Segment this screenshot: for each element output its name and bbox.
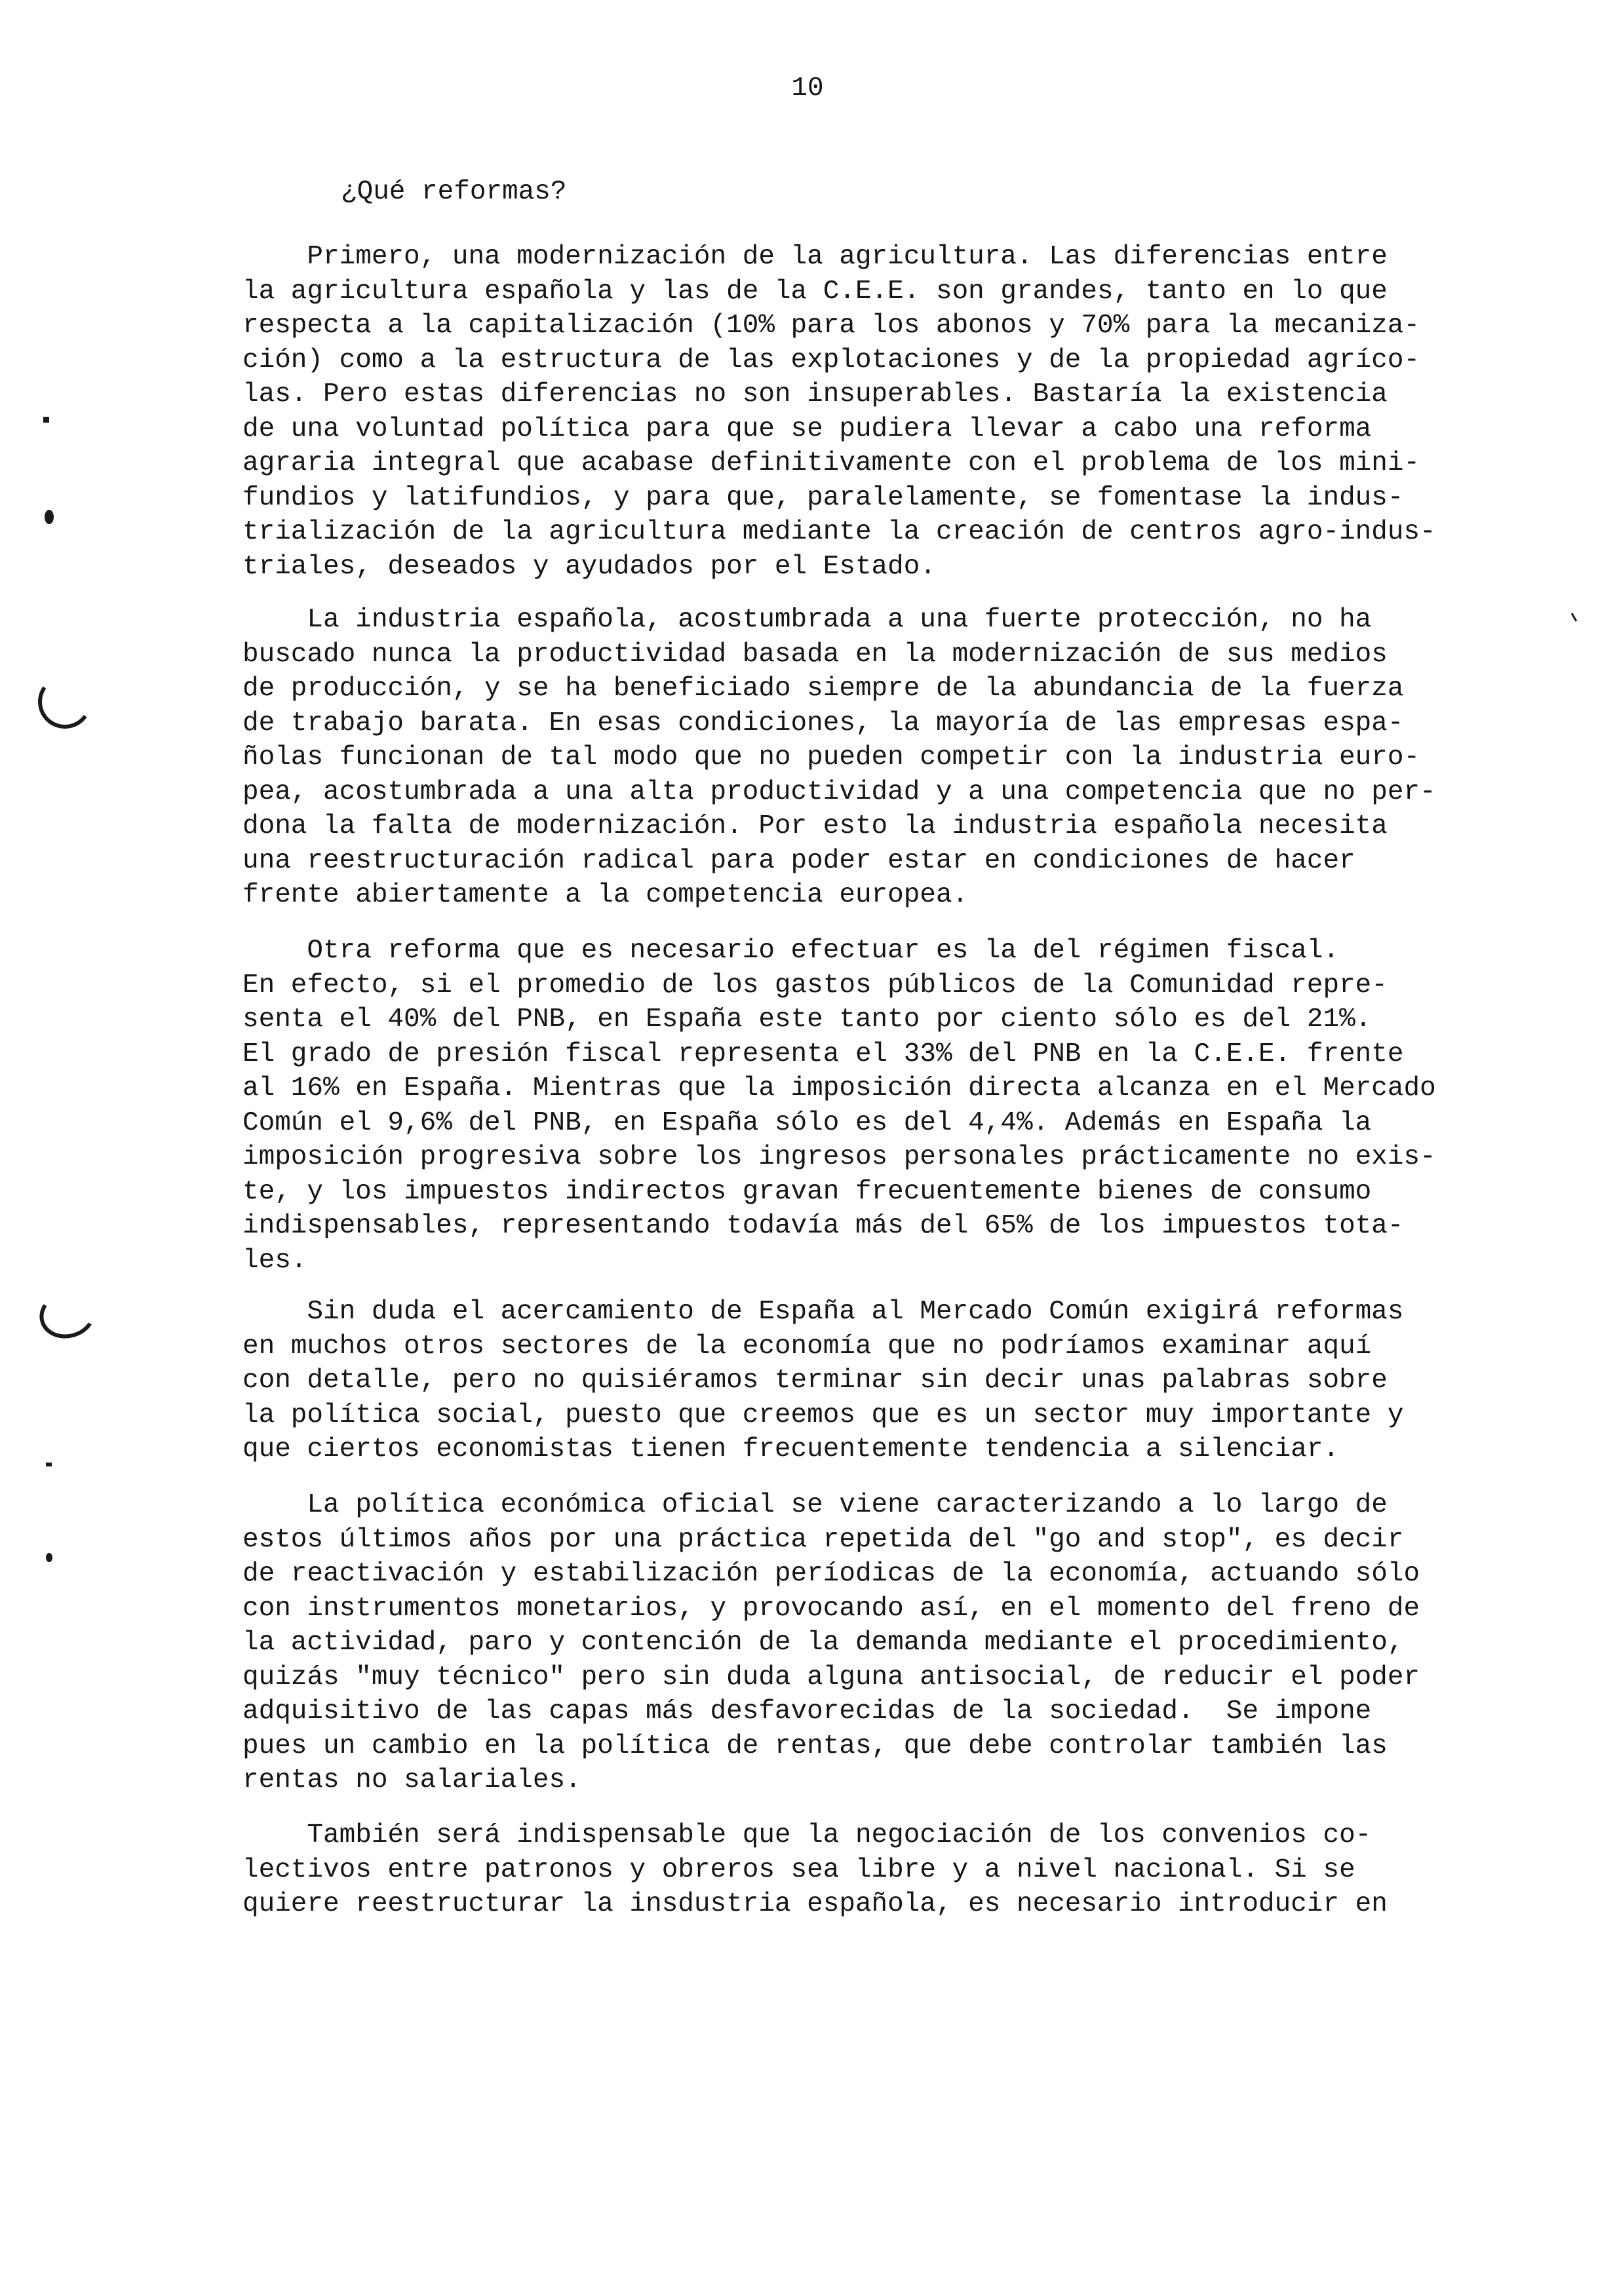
text-line: imposición progresiva sobre los ingresos personales prácticamente no exis- bbox=[243, 1142, 1436, 1172]
text-line: en muchos otros sectores de la economía que no podríamos examinar aquí bbox=[243, 1331, 1372, 1362]
text-line: les. bbox=[243, 1245, 307, 1276]
text-line: adquisitivo de las capas más desfavorecidas de la sociedad. Se impone bbox=[243, 1696, 1372, 1727]
text-line: La política económica oficial se viene caracterizando a lo largo de bbox=[243, 1490, 1388, 1520]
text-line: pues un cambio en la política de rentas, que debe controlar también las bbox=[243, 1731, 1388, 1761]
text-line: agraria integral que acabase definitivamente con el problema de los mini- bbox=[243, 448, 1420, 478]
text-line: trialización de la agricultura mediante la creación de centros agro-indus- bbox=[243, 517, 1436, 547]
text-line: la actividad, paro y contención de la demanda mediante el procedimiento, bbox=[243, 1628, 1404, 1658]
text-line: indispensables, representando todavía más del 65% de los impuestos tota- bbox=[243, 1211, 1404, 1241]
scan-mark bbox=[46, 1463, 52, 1466]
text-line: estos últimos años por una práctica repetida del "go and stop", es decir bbox=[243, 1524, 1404, 1555]
text-line: de trabajo barata. En esas condiciones, la mayoría de las empresas espa- bbox=[243, 708, 1404, 738]
text-line: triales, deseados y ayudados por el Estado. bbox=[243, 551, 936, 582]
text-line: senta el 40% del PNB, en España este tanto por ciento sólo es del 21%. bbox=[243, 1004, 1372, 1035]
text-line: te, y los impuestos indirectos gravan frecuentemente bienes de consumo bbox=[243, 1176, 1372, 1207]
text-line: una reestructuración radical para poder estar en condiciones de hacer bbox=[243, 845, 1355, 876]
text-line: Otra reforma que es necesario efectuar es la del régimen fiscal. bbox=[243, 936, 1340, 966]
text-line: de reactivación y estabilización períodicas de la economía, actuando sólo bbox=[243, 1559, 1420, 1589]
section-heading: ¿Qué reformas? bbox=[341, 177, 567, 207]
scan-mark bbox=[46, 1553, 52, 1562]
text-line: También será indispensable que la negociación de los convenios co- bbox=[243, 1820, 1372, 1850]
text-line: buscado nunca la productividad basada en la modernización de sus medios bbox=[243, 639, 1388, 670]
paragraph-collective-bargaining bbox=[243, 1818, 1388, 1922]
text-line: fundios y latifundios, y para que, paralelamente, se fomentase la indus- bbox=[243, 482, 1404, 513]
scan-mark bbox=[1571, 613, 1578, 622]
text-line: ñolas funcionan de tal modo que no pueden competir con la industria euro- bbox=[243, 742, 1420, 773]
text-line: Sin duda el acercamiento de España al Mercado Común exigirá reformas bbox=[243, 1297, 1404, 1327]
text-line: dona la falta de modernización. Por esto la industria española necesita bbox=[243, 811, 1388, 841]
text-line: rentas no salariales. bbox=[243, 1765, 581, 1795]
scan-mark bbox=[45, 510, 54, 524]
text-line: quizás "muy técnico" pero sin duda alguna antisocial, de reducir el poder bbox=[243, 1662, 1420, 1693]
text-line: la agricultura española y las de la C.E.E. son grandes, tanto en lo que bbox=[243, 276, 1388, 307]
paragraph-industry bbox=[243, 603, 1436, 913]
paragraph-social-policy bbox=[243, 1295, 1404, 1467]
text-line: respecta a la capitalización (10% para los abonos y 70% para la mecaniza- bbox=[243, 311, 1420, 341]
paragraph-fiscal bbox=[243, 934, 1436, 1278]
text-line: pea, acostumbrada a una alta productividad y a una competencia que no per- bbox=[243, 776, 1436, 807]
text-line: de producción, y se ha beneficiado siempre de la abundancia de la fuerza bbox=[243, 674, 1404, 704]
text-line: de una voluntad política para que se pudiera llevar a cabo una reforma bbox=[243, 413, 1372, 444]
text-line: El grado de presión fiscal representa el 33% del PNB en la C.E.E. frente bbox=[243, 1039, 1404, 1069]
paragraph-agriculture bbox=[243, 240, 1436, 584]
text-line: las. Pero estas diferencias no son insuperables. Bastaría la existencia bbox=[243, 379, 1388, 410]
text-line: lectivos entre patronos y obreros sea libre y a nivel nacional. Si se bbox=[243, 1854, 1355, 1885]
text-line: frente abiertamente a la competencia europea. bbox=[243, 880, 969, 910]
text-line: con instrumentos monetarios, y provocando así, en el momento del freno de bbox=[243, 1593, 1420, 1624]
scan-mark bbox=[43, 417, 49, 423]
text-line: que ciertos economistas tienen frecuentemente tendencia a silenciar. bbox=[243, 1434, 1340, 1464]
scan-arc-mark bbox=[34, 671, 96, 733]
text-line: Primero, una modernización de la agricultura. Las diferencias entre bbox=[243, 242, 1388, 272]
text-line: Común el 9,6% del PNB, en España sólo es del 4,4%. Además en España la bbox=[243, 1107, 1372, 1138]
text-line: La industria española, acostumbrada a una fuerte protección, no ha bbox=[243, 605, 1372, 635]
text-line: quiere reestructurar la insdustria española, es necesario introducir en bbox=[243, 1889, 1388, 1919]
paragraph-economic-policy bbox=[243, 1488, 1420, 1798]
text-line: al 16% en España. Mientras que la imposición directa alcanza en el Mercado bbox=[243, 1073, 1436, 1103]
text-line: En efecto, si el promedio de los gastos públicos de la Comunidad repre- bbox=[243, 970, 1388, 1001]
text-line: ción) como a la estructura de las explotaciones y de la propiedad agríco- bbox=[243, 345, 1420, 375]
scan-arc-mark bbox=[34, 1284, 101, 1345]
text-line: con detalle, pero no quisiéramos terminar sin decir unas palabras sobre bbox=[243, 1366, 1388, 1396]
page-number: 10 bbox=[791, 73, 824, 104]
text-line: la política social, puesto que creemos que es un sector muy importante y bbox=[243, 1400, 1404, 1430]
